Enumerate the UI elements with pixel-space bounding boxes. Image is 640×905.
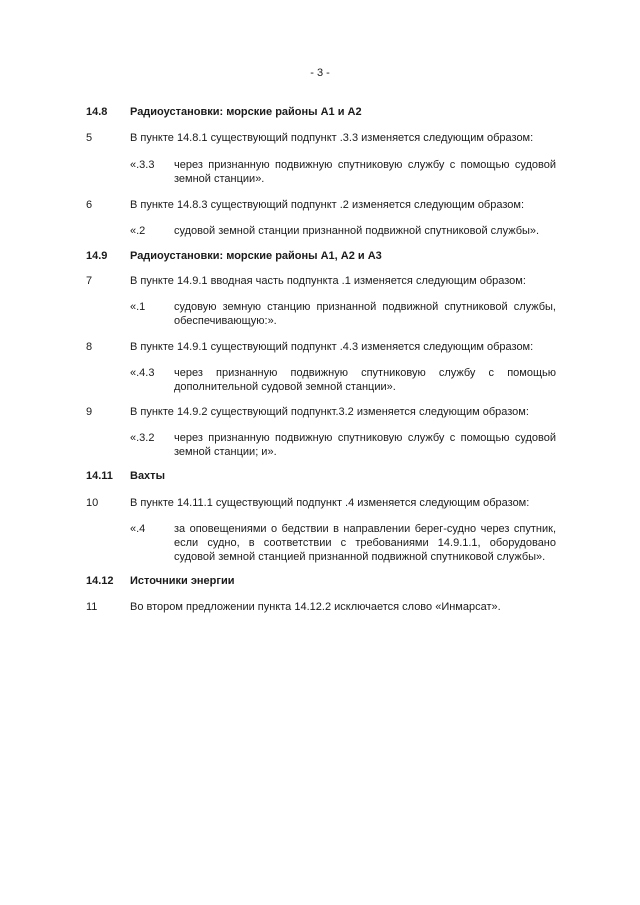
item-text: Во втором предложении пункта 14.12.2 исключается слово «Инмарсат». (130, 601, 501, 613)
subitem-text: через признанную подвижную спутниковую службу с помощью судовой земной станции; и». (174, 432, 556, 458)
subitem-text: через признанную подвижную спутниковую службу с помощью судовой земной станции». (174, 159, 556, 185)
item-text: В пункте 14.9.1 существующий подпункт .4.3 изменяется следующим образом: (130, 341, 534, 353)
item-number: 9 (86, 406, 93, 418)
item-text: В пункте 14.8.3 существующий подпункт .2 изменяется следующим образом: (130, 199, 525, 211)
item-number: 6 (86, 199, 93, 211)
subitem-label: «.4.3 (130, 367, 155, 379)
item-text: В пункте 14.8.1 существующий подпункт .3.3 изменяется следующим образом: (130, 132, 534, 144)
item-text: В пункте 14.9.1 вводная часть подпункта .1 изменяется следующим образом: (130, 275, 526, 287)
subitem-text: за оповещениями о бедствии в направлении берег-судно через спутник, если судно, в соответствии с требованиями 14.9.1.1, оборудовано судовой земной станцией признанной подвижной спутниковой службы». (174, 523, 556, 563)
subitem-label: «.1 (130, 301, 146, 313)
subitem-label: «.3.3 (130, 159, 155, 171)
section-number: 14.8 (86, 106, 108, 118)
section-title: Радиоустановки: морские районы А1 и А2 (130, 106, 362, 118)
subitem-text: судовой земной станции признанной подвижной спутниковой службы». (174, 225, 540, 237)
item-text: В пункте 14.9.2 существующий подпункт.3.2 изменяется следующим образом: (130, 406, 529, 418)
item-number: 8 (86, 341, 93, 353)
section-title: Радиоустановки: морские районы А1, А2 и А3 (130, 250, 382, 262)
subitem-label: «.4 (130, 523, 146, 535)
subitem-label: «.2 (130, 225, 146, 237)
section-number: 14.12 (86, 575, 114, 587)
section-title: Вахты (130, 470, 165, 482)
section-title: Источники энергии (130, 575, 235, 587)
subitem-label: «.3.2 (130, 432, 155, 444)
item-number: 10 (86, 497, 99, 509)
section-number: 14.9 (86, 250, 108, 262)
item-number: 5 (86, 132, 93, 144)
page-number: - 3 - (310, 67, 330, 79)
item-number: 7 (86, 275, 93, 287)
subitem-text: судовую земную станцию признанной подвижной спутниковой службы, обеспечивающую:». (174, 301, 556, 327)
subitem-text: через признанную подвижную спутниковую службу с помощью дополнительной судовой земной станции». (174, 367, 556, 393)
item-number: 11 (86, 601, 98, 613)
item-text: В пункте 14.11.1 существующий подпункт .4 изменяется следующим образом: (130, 497, 530, 509)
section-number: 14.11 (86, 470, 113, 482)
